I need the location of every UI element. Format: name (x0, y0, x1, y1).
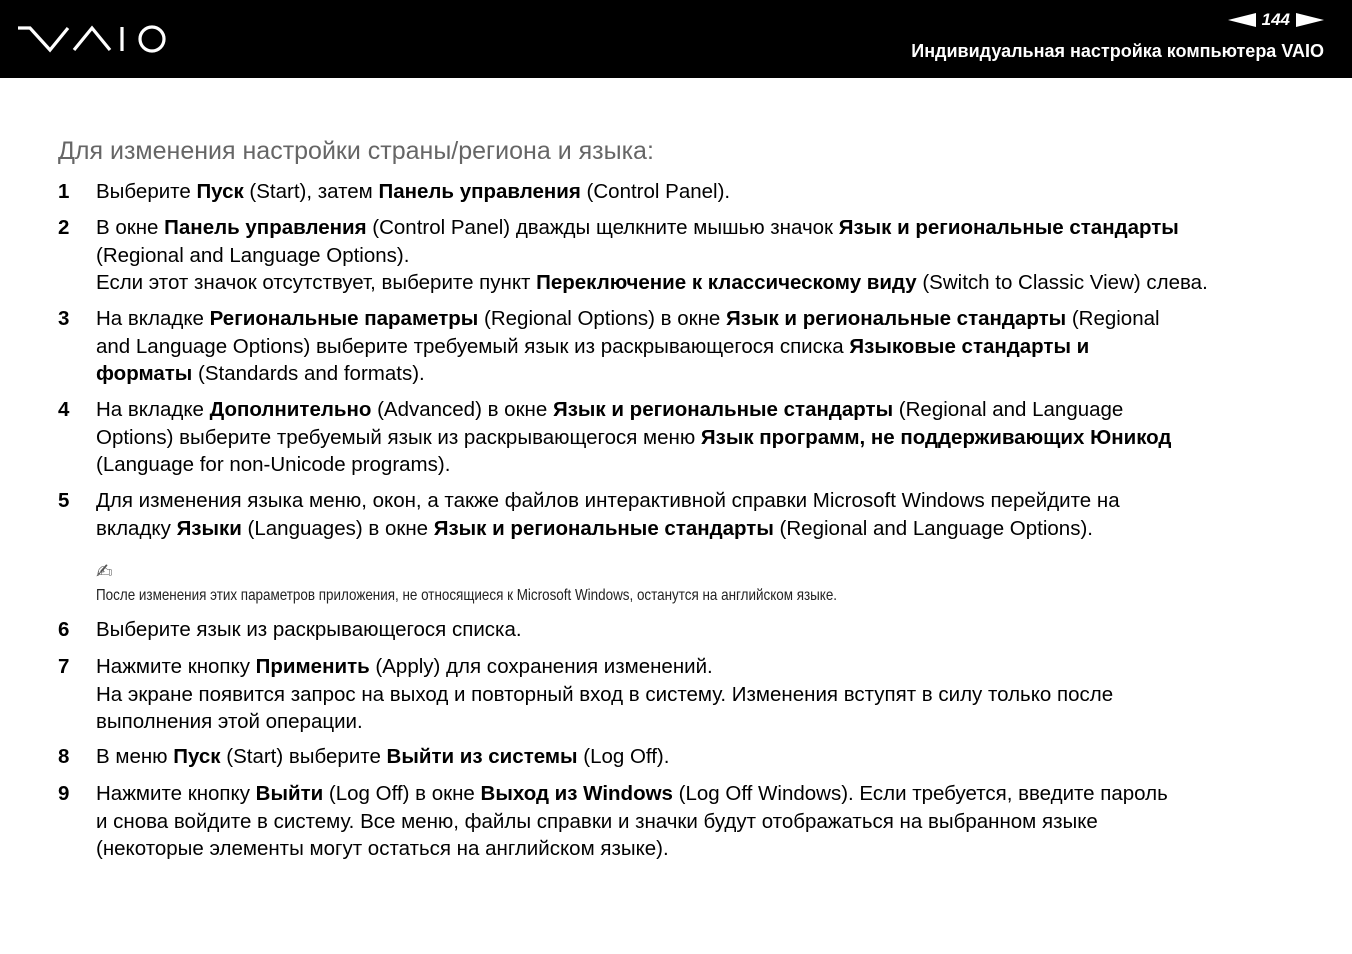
step-line (96, 681, 1308, 709)
step-2 (58, 214, 1308, 297)
step-text-segment: Нажмите кнопку (96, 782, 256, 805)
next-page-icon[interactable] (1296, 13, 1324, 27)
ui-term: Язык и региональные стандарты (552, 398, 894, 421)
step-text-segment: (Start) выберите (220, 745, 387, 768)
step-line (96, 242, 1308, 270)
ui-term: Региональные параметры (209, 307, 479, 330)
step-text-segment: Выберите (96, 180, 197, 203)
step-line (96, 743, 1308, 771)
step-line (96, 305, 1308, 333)
step-line (96, 780, 1308, 808)
step-5 (58, 487, 1308, 542)
step-line (96, 424, 1308, 452)
step-text (96, 214, 1308, 297)
step-text-segment: (Apply) для сохранения изменений. (369, 655, 713, 678)
step-3 (58, 305, 1308, 388)
step-9 (58, 780, 1308, 863)
header-title: Индивидуальная настройка компьютера VAIO (911, 41, 1324, 61)
ui-term: Панель управления (378, 180, 581, 203)
step-text-segment: (некоторые элементы могут остаться на английском языке). (96, 837, 669, 860)
step-number: 9 (58, 782, 70, 805)
step-text-segment: (Advanced) в окне (371, 398, 553, 421)
previous-page-icon[interactable] (1228, 13, 1256, 27)
step-line (96, 214, 1308, 242)
step-text-segment: В меню (96, 745, 174, 768)
step-text-segment: (Regional and Language Options). (96, 243, 410, 267)
step-text-segment: (Regional and Language Options). (773, 516, 1093, 540)
step-text-segment: На вкладке (96, 398, 210, 421)
step-text-segment: (Language for non-Unicode programs). (96, 453, 451, 476)
step-text (96, 780, 1308, 863)
ui-term: форматы (96, 362, 193, 385)
ui-term: Дополнительно (209, 398, 372, 421)
ui-term: Языки (176, 516, 242, 540)
step-text-segment: (Control Panel). (580, 180, 731, 203)
note (96, 562, 978, 606)
step-text-segment: (Regional Options) в окне (478, 307, 727, 330)
step-text-segment: and Language Options) выберите требуемый язык из раскрывающегося списка (96, 334, 850, 358)
step-line (96, 333, 1308, 361)
step-number: 3 (58, 307, 70, 330)
ui-term: Пуск (196, 180, 244, 203)
step-number: 2 (58, 216, 70, 239)
ui-term: Язык и региональные стандарты (838, 216, 1179, 239)
step-text-segment: и снова войдите в систему. Все меню, файлы справки и значки будут отображаться на выбранном языке (96, 809, 1098, 833)
step-number: 7 (58, 655, 70, 678)
step-line (96, 269, 1308, 297)
page-navigation (1228, 10, 1324, 30)
step-text-segment: На экране появится запрос на выход и повторный вход в систему. Изменения вступят в силу только после (96, 682, 1114, 706)
step-text-segment: (Log Off Windows). Если требуется, введите пароль (672, 782, 1168, 805)
step-line (96, 708, 1308, 736)
step-6 (58, 616, 1308, 644)
ui-term: Применить (255, 655, 370, 678)
step-text (96, 743, 1308, 771)
note-text: После изменения этих параметров приложения, не относящиеся к Microsoft Windows, останутся на английском языке. (96, 587, 838, 604)
step-text-segment: (Standards and formats). (192, 362, 425, 385)
step-text-segment: (Switch to Classic View) слева. (916, 271, 1208, 294)
ui-term: Выход из Windows (480, 782, 673, 805)
step-text-segment: выполнения этой операции. (96, 710, 363, 733)
ui-term: Пуск (173, 745, 221, 768)
step-text-segment: На вкладке (96, 307, 210, 330)
step-text (96, 653, 1308, 736)
step-text-segment: Выберите язык из раскрывающегося списка. (96, 618, 522, 641)
step-text-segment: В окне (96, 216, 165, 239)
step-text (96, 178, 1308, 206)
step-text (96, 616, 1308, 644)
step-text-segment: Options) выберите требуемый язык из раскрывающегося меню (96, 425, 701, 449)
pencil-icon: ✍ (96, 561, 113, 583)
ui-term: Язык и региональные стандарты (726, 307, 1067, 330)
ui-term: Языковые стандарты и (849, 334, 1090, 358)
step-4 (58, 396, 1308, 479)
step-8 (58, 743, 1308, 771)
step-number: 6 (58, 618, 70, 641)
page-number: 144 (1261, 10, 1290, 29)
step-text (96, 487, 1308, 542)
step-number: 8 (58, 745, 70, 768)
step-text-segment: (Regional and Language (893, 398, 1124, 421)
ui-term: Язык программ, не поддерживающих Юникод (700, 425, 1172, 449)
step-text-segment: (Start), затем (243, 180, 379, 203)
step-line (96, 616, 1308, 644)
step-7 (58, 653, 1308, 736)
step-text-segment: (Log Off). (577, 745, 670, 768)
step-text (96, 305, 1308, 388)
step-text-segment: (Languages) в окне (241, 516, 434, 540)
step-text-segment: Нажмите кнопку (96, 655, 256, 678)
step-text-segment: Для изменения языка меню, окон, а также файлов интерактивной справки Microsoft Windows перейдите на (96, 489, 1120, 512)
step-number: 5 (58, 489, 70, 512)
step-line (96, 487, 1308, 515)
step-line (96, 178, 1308, 206)
header-bar (0, 0, 1352, 78)
step-text-segment: вкладку (96, 516, 177, 540)
step-line (96, 653, 1308, 681)
step-line (96, 835, 1308, 863)
step-1 (58, 178, 1308, 206)
step-line (96, 451, 1308, 479)
section-title: Для изменения настройки страны/региона и языка: (58, 137, 654, 165)
step-line (96, 808, 1308, 836)
ui-term: Язык и региональные стандарты (433, 516, 774, 540)
ui-term: Переключение к классическому виду (536, 271, 917, 294)
step-text-segment: (Regional (1066, 307, 1160, 330)
step-text-segment: (Control Panel) дважды щелкните мышью значок (366, 216, 839, 239)
step-text (96, 396, 1308, 479)
step-text-segment: (Log Off) в окне (323, 782, 481, 805)
step-text-segment: Если этот значок отсутствует, выберите пункт (96, 271, 537, 294)
ui-term: Выйти из системы (386, 745, 578, 768)
step-number: 1 (58, 180, 70, 203)
step-line (96, 396, 1308, 424)
vaio-logo (16, 22, 168, 56)
step-number: 4 (58, 398, 70, 421)
step-line (96, 515, 1308, 543)
ui-term: Выйти (255, 782, 324, 805)
ui-term: Панель управления (164, 216, 367, 239)
step-line (96, 360, 1308, 388)
